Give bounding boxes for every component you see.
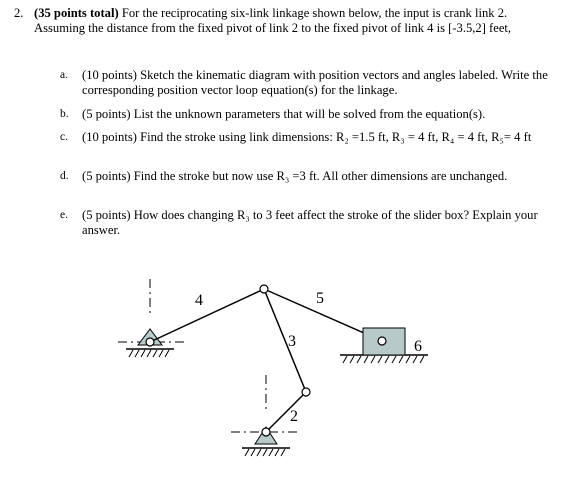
part-text: (5 points) List the unknown parameters that will be solved from the equation(s). bbox=[82, 107, 486, 121]
part-text: (10 points) Find the stroke using link dimensions: R₂ =1.5 ft, R₃ = 4 ft, R₄ = 4 ft, R₅= 4 ft bbox=[82, 130, 532, 144]
part-label: e. bbox=[60, 209, 68, 221]
question-intro-text: For the reciprocating six-link linkage shown below, the input is crank link 2. Assuming the distance from the fixed pivot of link 2 to the fixed pivot of link 4 is [-3.5,2] feet, bbox=[34, 6, 512, 35]
part-text: (5 points) Find the stroke but now use R₃ =3 ft. All other dimensions are unchanged. bbox=[82, 169, 508, 183]
joint-slider bbox=[378, 337, 386, 345]
part-label: d. bbox=[60, 170, 69, 182]
link-4 bbox=[150, 289, 264, 342]
part-text: (5 points) How does changing R₃ to 3 feet affect the stroke of the slider box? Explain your answer. bbox=[82, 208, 538, 237]
part-label: b. bbox=[60, 108, 69, 120]
link-label-3: 3 bbox=[288, 333, 296, 350]
joint-pivot-bottom bbox=[262, 428, 270, 436]
link-label-2: 2 bbox=[290, 408, 298, 425]
joint-crank bbox=[302, 388, 310, 396]
link-label-4: 4 bbox=[195, 292, 203, 309]
part-text: (10 points) Sketch the kinematic diagram with position vectors and angles labeled. Write the corresponding position vector loop equation(s) for the linkage. bbox=[82, 68, 548, 97]
question-number: 2. bbox=[14, 6, 24, 20]
link-2 bbox=[266, 392, 306, 432]
link-label-5: 5 bbox=[316, 290, 324, 307]
question-points: (35 points total) bbox=[34, 6, 119, 20]
part-label: a. bbox=[60, 69, 68, 81]
link-label-6: 6 bbox=[414, 338, 422, 355]
joint-top bbox=[260, 285, 268, 293]
slider-ground bbox=[340, 355, 428, 363]
part-label: c. bbox=[60, 131, 68, 143]
joint-pivot-left bbox=[146, 338, 154, 346]
